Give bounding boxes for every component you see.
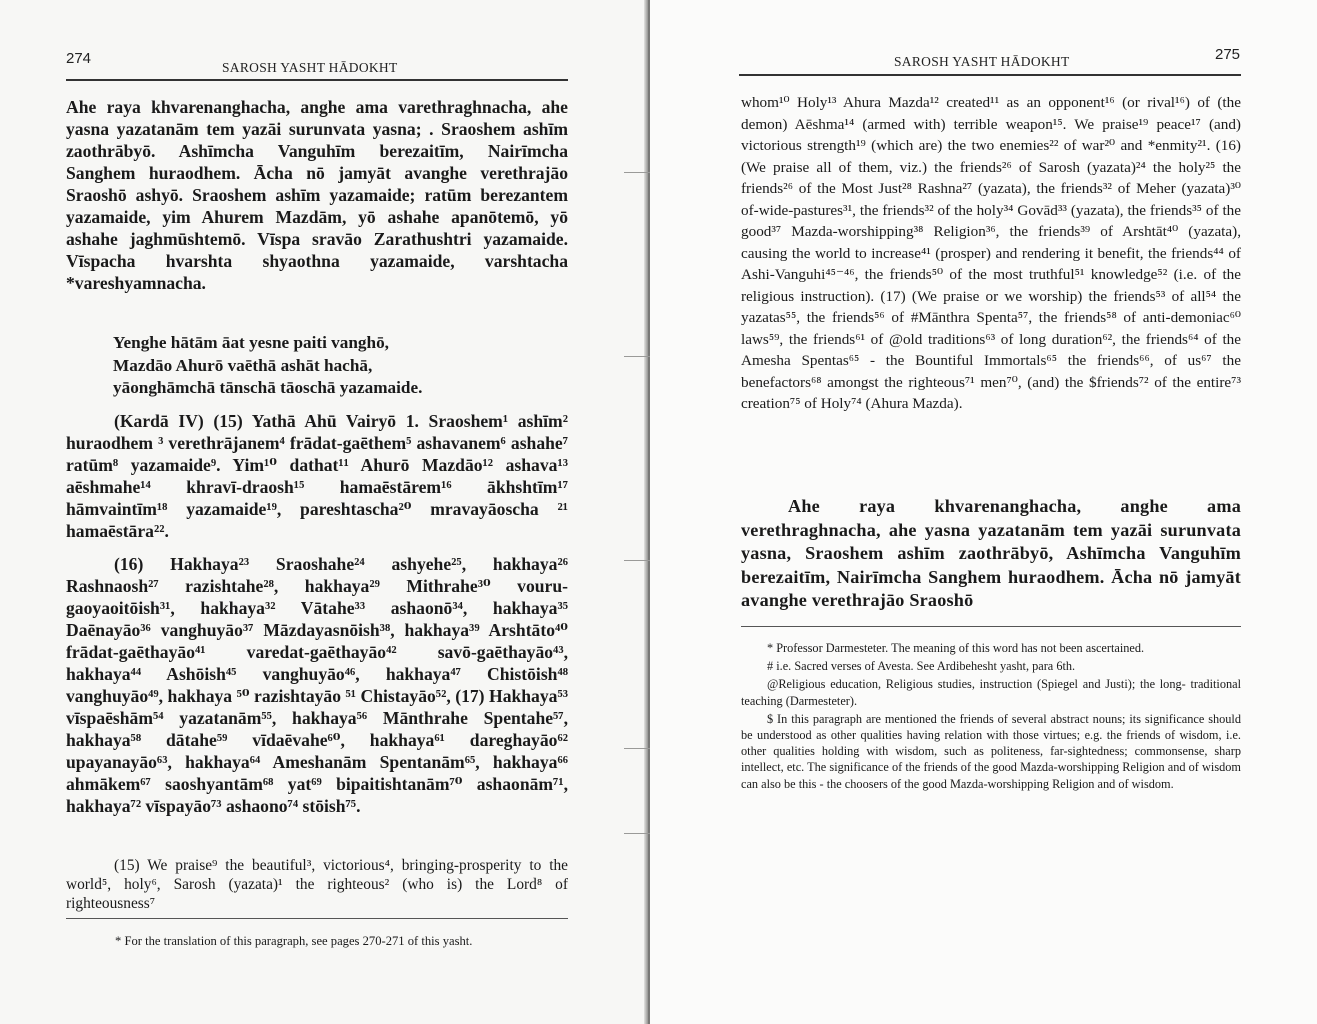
verse-line: Yenghe hātām āat yesne paiti vanghō, [113, 333, 389, 352]
footnotes-right [741, 640, 1241, 794]
running-head-right: SAROSH YASHT HĀDOKHT [894, 54, 1070, 69]
avesta-paragraph-right: Ahe raya khvarenanghacha, anghe ama verethraghnacha, ahe yasna yazatanām tem yazāi surunvata yasna, Sraoshem ashīm zaothrābyō, Ashīmcha Vanguhīm berezaitīm, Nairīmcha Sanghem huraodhem. Ācha nō jamyāt avanghe verethrajāo Sraoshō [741, 496, 1241, 610]
running-head-left: SAROSH YASHT HĀDOKHT [222, 60, 398, 75]
avesta-paragraph-karda: (Kardā IV) (15) Yathā Ahū Vairyō 1. Sraoshem¹ ashīm² huraodhem ³ verethrājanem⁴ frādat-gaēthem⁵ ashavanem⁶ ashahe⁷ ratūm⁸ yazamaide⁹. Yim¹⁰ dathat¹¹ Ahurō Mazdāo¹² ashava¹³ aēshmahe¹⁴ khravī-draosh¹⁵ hamaēstārem¹⁶ ākhshtīm¹⁷ hāmvaintīm¹⁸ yazamaide¹⁹, pareshtascha²⁰ mravayāoscha ²¹ hamaēstāra²². [66, 411, 568, 541]
avesta-paragraph-16: (16) Hakhaya²³ Sraoshahe²⁴ ashyehe²⁵, hakhaya²⁶ Rashnaosh²⁷ razishtahe²⁸, hakhaya²⁹ Mithrahe³⁰ vouru-gaoyaoitōish³¹, hakhaya³² Vātahe³³ ashaonō³⁴, hakhaya³⁵ Daēnayāo³⁶ vanghuyāo³⁷ Māzdayasnōish³⁸, hakhaya³⁹ Arshtāto⁴⁰ frādat-gaēthayāo⁴¹ varedat-gaēthayāo⁴² savō-gaēthayāo⁴³, hakhaya⁴⁴ Ashōish⁴⁵ vanghuyāo⁴⁶, hakhaya⁴⁷ Chistōish⁴⁸ vanghuyāo⁴⁹, hakhaya ⁵⁰ razishtayāo ⁵¹ Chistayāo⁵², (17) Hakhaya⁵³ vīspaēshām⁵⁴ yazatanām⁵⁵, hakhaya⁵⁶ Mānthrahe Spentahe⁵⁷, hakhaya⁵⁸ dātahe⁵⁹ vīdaēvahe⁶⁰, hakhaya⁶¹ dareghayāo⁶² upayanayāo⁶³, hakhaya⁶⁴ Ameshanām Spentanām⁶⁵, hakhaya⁶⁶ ahmākem⁶⁷ saoshyantām⁶⁸ yat⁶⁹ bipaitishtanām⁷⁰ ashaonām⁷¹, hakhaya⁷² vīspayāo⁷³ ashaono⁷⁴ stōish⁷⁵. [66, 554, 568, 816]
footnote-item: # i.e. Sacred verses of Avesta. See Ardibehesht yasht, para 6th. [767, 659, 1076, 674]
footnote-rule-left [66, 918, 568, 919]
right-page [650, 0, 1317, 1024]
footnote-item: * Professor Darmesteter. The meaning of this word has not been ascertained. [767, 641, 1145, 655]
footnote-left: * For the translation of this paragraph, see pages 270-271 of this yasht. [115, 934, 473, 948]
header-rule-right [739, 74, 1241, 76]
translation-paragraph-right: whom¹⁰ Holy¹³ Ahura Mazda¹² created¹¹ as an opponent¹⁶ (or rival¹⁶) of (the demon) Aēshma¹⁴ (armed with) terrible weapon¹⁵. We praise¹⁹ peace¹⁷ (and) victorious strength¹⁹ (which are) the two enemies²² of war²⁰ and *enmity²¹. (16) (We praise all of them, viz.) the friends²⁶ of Sarosh (yazata)²⁴ the holy²⁵ the friends²⁶ of the Most Just²⁸ Rashna²⁷ (yazata), the friends³² of Meher (yazata)³⁰ of-wide-pastures³¹, the friends³² of the holy³⁴ Govād³³ (yazata), the friends³⁵ of the good³⁷ Mazda-worshipping³⁸ Religion³⁶, the friends³⁹ of Arshtāt⁴⁰ (yazata), causing the world to increase⁴¹ (prosper) and rendering it benefit, the friends⁴⁴ of Ashi-Vanguhi⁴⁵⁻⁴⁶, the friends⁵⁰ of the most truthful⁵¹ knowledge⁵² (i.e. of the religious instruction). (17) (We praise or we worship) the friends⁵³ of all⁵⁴ the yazatas⁵⁵, the friends⁵⁶ of #Mānthra Spenta⁵⁷, the friends⁵⁸ of anti-demoniac⁶⁰ laws⁵⁹, the friends⁶¹ of @old traditions⁶³ of long duration⁶², the friends⁶⁴ of the Amesha Spentas⁶⁵ - the Bountiful Immortals⁶⁵ the friends⁶⁶, of us⁶⁷ the benefactors⁶⁸ amongst the righteous⁷¹ men⁷⁰, (and) the $friends⁷² of the entire⁷³ creation⁷⁵ of Holy⁷⁴ (Ahura Mazda). [741, 94, 1241, 412]
verse-line: Mazdāo Ahurō vaēthā ashāt hachā, [113, 355, 373, 375]
page-number-right: 275 [1215, 46, 1241, 63]
avesta-paragraph-left: Ahe raya khvarenanghacha, anghe ama varethraghnacha, ahe yasna yazatanām tem yazāi surunvata yasna; . Sraoshem ashīm zaothrābyō. Ashīmcha Vanguhīm berezaitīm, Nairīmcha Sanghem huraodhem. Ācha nō jamyāt avanghe verethrajāo Sraoshō ashyō. Sraoshem ashīm yazamaide; ratūm berezantem yazamaide, yim Ahurem Mazdām, yō ashahe apanōtemō, yō ashahe jaghmūshtemō. Vīspa sravāo Zarathushtri yazamaide. Vīspacha hvarshta shyaothna yazamaide, varshtacha *vareshyamnacha. [66, 97, 568, 293]
header-rule-left [66, 79, 568, 81]
footnote-rule-right [741, 626, 1241, 627]
footnote-item: @Religious education, Religious studies, instruction (Spiegel and Justi); the long- traditional teaching (Darmesteter). [741, 677, 1241, 708]
left-page [0, 0, 648, 1024]
verse-line: yāonghāmchā tānschā tāoschā yazamaide. [113, 378, 423, 397]
translation-paragraph-left: (15) We praise⁹ the beautiful³, victorious⁴, bringing-prosperity to the world⁵, holy⁶, Sarosh (yazata)¹ the righteous² (who is) the Lord⁸ of righteousness⁷ [66, 857, 568, 912]
verse-block [113, 332, 422, 400]
footnote-item: $ In this paragraph are mentioned the friends of several abstract nouns; its significance should be understood as other qualities having relation with those virtues; e.g. the friends of wisdom, i.e. other qualities holding with wisdom, such as politeness, far-sightedness; commonsense, sharp intellect, etc. The significance of the friends of the good Mazda-worshipping Religion and of wisdom can also be this - the choosers of the good Mazda-worshipping Religion and of wisdom. [741, 711, 1241, 791]
page-number-left: 274 [66, 50, 92, 67]
